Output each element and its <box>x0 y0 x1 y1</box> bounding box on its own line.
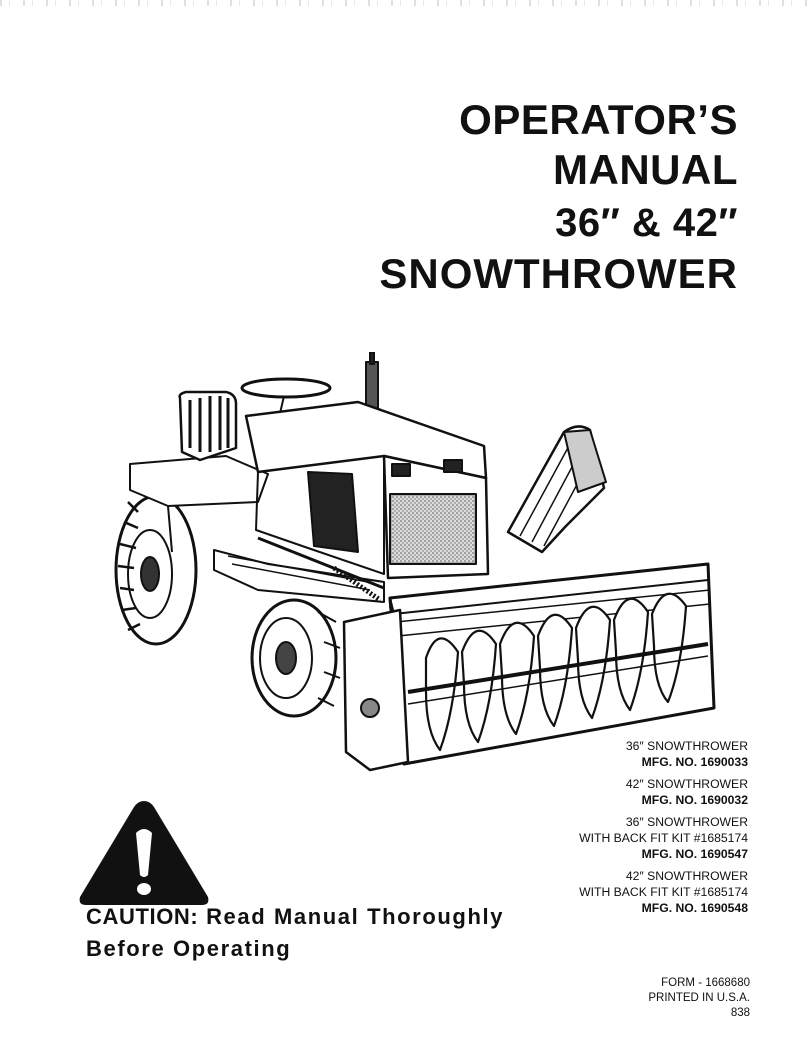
model-mfg-number: MFG. NO. 1690548 <box>641 901 748 915</box>
warning-triangle-icon <box>76 797 212 909</box>
model-item <box>579 776 748 808</box>
title-line-3: 36″ & 42″ <box>555 201 738 246</box>
model-name: 36″ SNOWTHROWER <box>625 739 748 753</box>
model-mfg-number: MFG. NO. 1690033 <box>641 755 748 769</box>
model-item <box>579 814 748 862</box>
scan-artifact <box>0 0 808 6</box>
model-kit: WITH BACK FIT KIT #1685174 <box>579 831 748 845</box>
model-name: 36″ SNOWTHROWER <box>625 815 748 829</box>
form-info <box>648 976 750 1021</box>
printed-in: PRINTED IN U.S.A. <box>648 992 750 1004</box>
form-number: FORM - 1668680 <box>661 977 750 989</box>
model-list <box>579 738 748 922</box>
title-line-1: OPERATOR’S <box>459 96 738 143</box>
model-name: 42″ SNOWTHROWER <box>625 777 748 791</box>
caution-notice <box>86 901 504 965</box>
manual-title <box>379 98 738 296</box>
caution-text-2: Before Operating <box>86 936 292 961</box>
caution-line-1 <box>86 901 504 933</box>
title-line-2: MANUAL <box>553 146 738 194</box>
model-mfg-number: MFG. NO. 1690547 <box>641 847 748 861</box>
model-mfg-number: MFG. NO. 1690032 <box>641 793 748 807</box>
tractor-snowthrower-illustration <box>108 352 720 792</box>
title-line-4: SNOWTHROWER <box>379 250 738 298</box>
print-code: 838 <box>730 1007 750 1019</box>
caution-label: CAUTION: <box>86 904 199 929</box>
model-name: 42″ SNOWTHROWER <box>625 869 748 883</box>
caution-text-1: Read Manual Thoroughly <box>206 904 505 929</box>
model-item <box>579 738 748 770</box>
model-item <box>579 868 748 916</box>
model-kit: WITH BACK FIT KIT #1685174 <box>579 885 748 899</box>
